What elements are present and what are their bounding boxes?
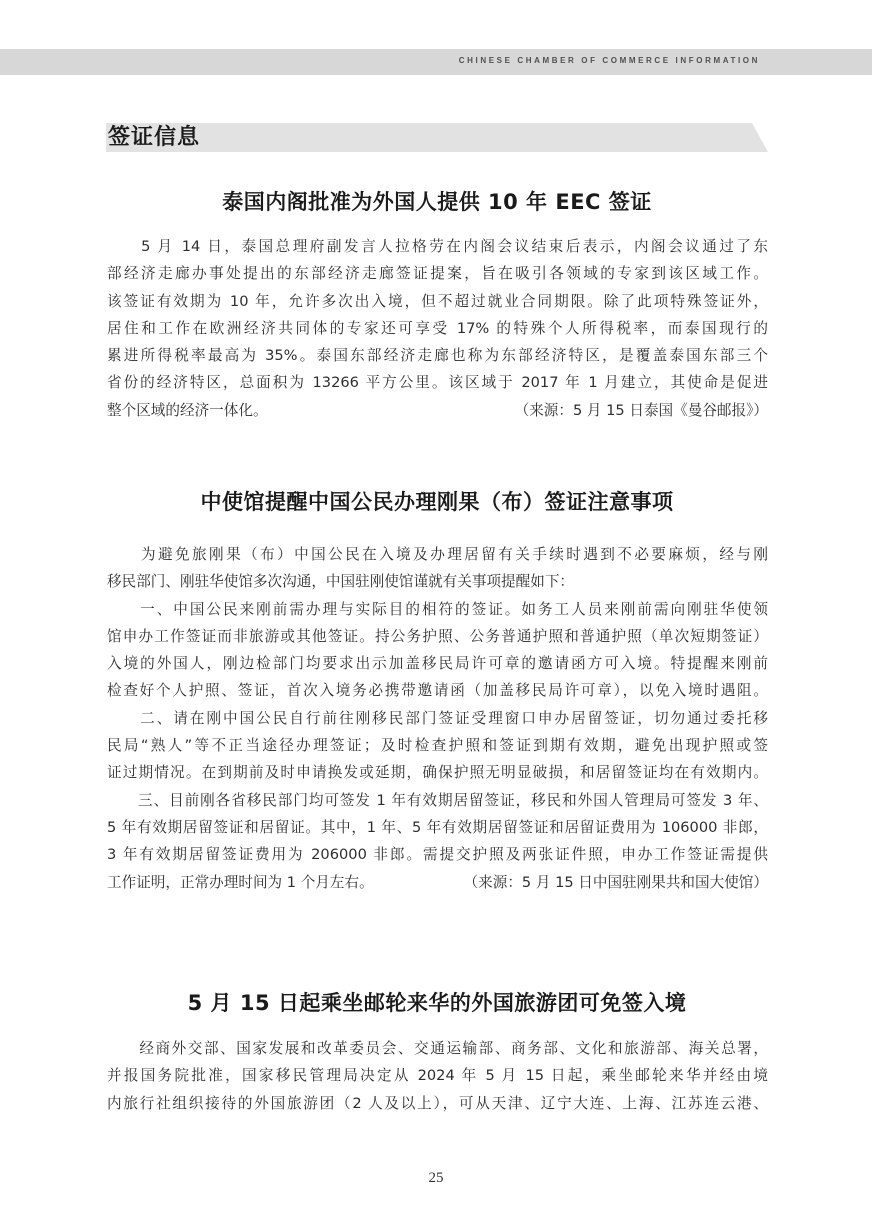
article-line: 检查好个人护照、签证，首次入境务必携带邀请函（加盖移民局许可章），以免入境时遇阻。 (107, 682, 768, 700)
article-line: 馆申办工作签证而非旅游或其他签证。持公务护照、公务普通护照和普通护照（单次短期签证） (107, 627, 768, 645)
article-line: 5 年有效期居留签证和居留证。其中，1 年、5 年有效期居留签证和居留证费用为 106000 非郎， (107, 818, 768, 836)
article-title-2: 中使馆提醒中国公民办理刚果（布）签证注意事项 (200, 490, 674, 514)
article-line: 经商外交部、国家发展和改革委员会、交通运输部、商务部、文化和旅游部、海关总署， (107, 1040, 768, 1057)
article-source: （来源：5 月 15 日中国驻刚果共和国大使馆） (463, 873, 768, 891)
article-body-1 (107, 233, 768, 424)
article-body-2 (107, 541, 768, 896)
article-title-3: 5 月 15 日起乘坐邮轮来华的外国旅游团可免签入境 (187, 991, 687, 1015)
article-line: 一、中国公民来刚前需办理与实际目的相符的签证。如务工人员来刚前需向刚驻华使领 (107, 600, 768, 618)
article-line: 移民部门、刚驻华使馆多次沟通，中国驻刚使馆谨就有关事项提醒如下： (107, 573, 575, 591)
article-line: 并报国务院批准，国家移民管理局决定从 2024 年 5 月 15 日起，乘坐邮轮来华并经由境 (107, 1067, 768, 1085)
article-line: 三、目前刚各省移民部门均可签发 1 年有效期居留签证，移民和外国人管理局可签发 3 年、 (107, 791, 768, 809)
article-title-1: 泰国内阁批准为外国人提供 10 年 EEC 签证 (222, 190, 652, 214)
section-title: 签证信息 (108, 124, 201, 150)
article-line: 内旅行社组织接待的外国旅游团（2 人及以上），可从天津、辽宁大连、上海、江苏连云港、 (107, 1094, 768, 1112)
article-last-line (107, 397, 768, 424)
article-line: 证过期情况。在到期前及时申请换发或延期，确保护照无明显破损，和居留签证均在有效期内。 (107, 764, 768, 782)
publication-header: CHINESE CHAMBER OF COMMERCE INFORMATION (458, 56, 760, 65)
article-line: 二、请在刚中国公民自行前往刚移民部门签证受理窗口申办居留签证，切勿通过委托移 (107, 709, 768, 727)
article-body-3 (107, 1035, 768, 1117)
article-line: 居住和工作在欧洲经济共同体的专家还可享受 17% 的特殊个人所得税率，而泰国现行的 (107, 319, 768, 337)
page-number: 25 (428, 1170, 444, 1186)
article-line: 3 年有效期居留签证费用为 206000 非郎。需提交护照及两张证件照，申办工作签证需提供 (107, 846, 768, 864)
article-line: 省份的经济特区，总面积为 13266 平方公里。该区域于 2017 年 1 月建立，其使命是促进 (107, 374, 768, 392)
article-line: 5 月 14 日，泰国总理府副发言人拉格劳在内阁会议结束后表示，内阁会议通过了东 (107, 238, 768, 255)
article-line: 为避免旅刚果（布）中国公民在入境及办理居留有关手续时遇到不必要麻烦，经与刚 (107, 546, 768, 563)
article-line-text: 工作证明，正常办理时间为 1 个月左右。 (107, 873, 374, 891)
article-line-text: 整个区域的经济一体化。 (107, 401, 268, 419)
article-line: 累进所得税率最高为 35%。泰国东部经济走廊也称为东部经济特区，是覆盖泰国东部三个 (107, 347, 768, 365)
article-last-line (107, 869, 768, 896)
article-line: 民局“熟人”等不正当途径办理签证；及时检查护照和签证到期有效期，避免出现护照或签 (107, 737, 768, 755)
article-line: 入境的外国人，刚边检部门均要求出示加盖移民局许可章的邀请函方可入境。特提醒来刚前 (107, 655, 768, 673)
article-line: 该签证有效期为 10 年，允许多次出入境，但不超过就业合同期限。除了此项特殊签证外， (107, 292, 768, 310)
article-source: （来源：5 月 15 日泰国《曼谷邮报》） (514, 401, 768, 419)
article-line: 部经济走廊办事处提出的东部经济走廊签证提案，旨在吸引各领域的专家到该区域工作。 (107, 265, 768, 283)
section-bar (106, 123, 768, 152)
